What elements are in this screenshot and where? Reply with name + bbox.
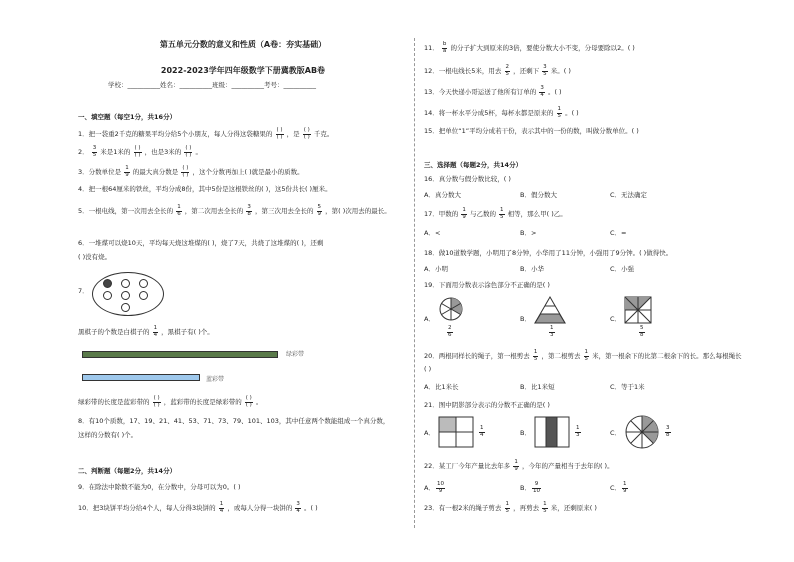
question-4: 4．把一根64厘米的铁丝，平均分成8份，其中5份是这根铁丝的( )，这5份共长( )厘米。 [78,185,332,193]
student-info-line: 学校：__________姓名：__________班级：__________考号：__________ [108,81,316,89]
question-22: 22．某工厂今年产量比去年多 $\frac{1}{9}$ ，今年的产量相当于去年的( )。 [424,459,614,472]
option-b[interactable]: B． $\frac{9}{10}$ [520,481,540,494]
question-17: 17．甲数的 $\frac{1}{9}$ 与乙数的 $\frac{1}{5}$ 相等，那么甲( )乙。 [424,207,567,220]
question-3: 3．分数单位是 $\frac{1}{9}$ 的最大真分数是 $\frac{( )}{( )}$ ，这个分数再加上( )就是最小的质数。 [78,165,304,178]
circle-eighths-figure [624,414,660,450]
question-20-cont: ( ) [424,365,432,373]
question-13: 13．今天快递小哥运送了他所有订单的 $\frac{3}{4}$ 。( ) [424,85,562,98]
white-piece [103,291,112,300]
section-true-false: 二、判断题（每题2分，共14分） [78,467,177,475]
question-8-cont: 这样的分数有( )个。 [78,431,138,439]
question-1: 1．把一袋重2千克的糖果平均分给5个小朋友，每人分得这袋糖果的 $\frac{( )}{( )}$ ，是 $\frac{( )}{( )}$ 千克。 [78,127,334,140]
question-18: 18．做10道数学题，小明用了8分钟，小华用了11分钟，小强用了9分钟。( )做得快。 [424,249,673,257]
option-c[interactable]: C．= [610,229,627,237]
option-c[interactable]: C．小强 [610,265,635,273]
question-7-a: 黑棋子的个数是白棋子的 $\frac{1}{4}$ ，黑棋子有( )个。 [78,325,214,338]
question-11: 11． $\frac{b}{a}$ 的分子扩大到原来的3倍，要使分数大小不变，分母要除以2。( ) [424,41,635,54]
question-8: 8．有10个质数，17、19、21、41、53、71、73、79、101、103，其中任意两个数能组成一个真分数， [78,417,390,425]
option-a[interactable]: A． $\frac{10}{9}$ [424,481,444,494]
answer-blank[interactable]: $\frac{( )}{( )}$ [276,127,283,140]
option-b[interactable]: B． [520,315,531,323]
rect-thirds-figure [534,416,570,448]
option-c[interactable]: C．无法确定 [610,191,648,199]
white-piece [121,291,130,300]
answer-blank[interactable]: $\frac{( )}{( )}$ [153,395,160,408]
option-c[interactable]: C． $\frac{1}{9}$ [610,481,627,494]
answer-blank[interactable]: $\frac{( )}{( )}$ [182,165,189,178]
question-9: 9．在除法中除数不能为0，在分数中，分母可以为0。( ) [78,483,241,491]
section-multiple-choice: 三、选择题（每题2分，共14分） [424,161,523,169]
question-23: 23．有一根2米的绳子剪去 $\frac{1}{5}$ ，再剪去 $\frac{1}{5}$ 米，还剩原来( ) [424,501,597,514]
blue-ribbon-bar [82,374,200,381]
option-c[interactable]: C． [610,315,622,323]
right-column: 11． $\frac{b}{a}$ 的分子扩大到原来的3倍，要使分数大小不变，分母要除以2。( ) 12．一根电线长5米，用去 $\frac{2}{5}$ ，还剩下 $\frac{3}{5}$ 米。( ) 13．今天快递小哥运送了他所有订单的 $\frac{3}{4}$ 。( ) 14．将一杯水平分成5杯，每杯水都是原来的 $\frac{1}{5}$ 。( ) 15．把单位“1”平均分成若干份，表示其中的一份的数，叫做分数单位。( ) 三、选择题（每题2分，共14分） 16．真分数与假分数比较，( ) A．真分数大 B．假分数大 C．无法确定 17．甲数的 $\frac{1}{9}$ 与乙数的 $\frac{1}{5}$ 相等，那么甲( )乙。 A．< B．> C．= 18．做10道数学题，小明用了8分钟，小华用了11分钟，小强用了9分钟。( )做得快。 A．小明 B．小华 C．小强 19．下面用分数表示涂色部分不正确的是( ) A． $\frac{2}{6}$ B． $\frac{1}{3}$ C． $\frac{5}{8}$ 20．两根同样长的绳子，第一根剪去 $\frac{1}{5}$ ，第二根剪去 $\frac{1}{5}$ 米，第一根余下的比第二根余下的长。那么每根绳长 ( ) A．比1米长 B．比1米短 C．等于1米 21．图中阴影部分表示的分数不正确的是( ) A． $\frac{1}{4}$ B． $\frac{1}{3}$ C． $\frac{3}{8}$ 22．某工厂今年产量比去年多 $\frac{1}{9}$ ，今年的产量相当于去年的( )。 A． $\frac{10}{9}$ B． $\frac{9}{10}$ C． $\frac{1}{9}$ 23．有一根2米的绳子剪去 $\frac{1}{5}$ ，再剪去 $\frac{1}{5}$ 米，还剩原来( ) [424,41,742,514]
option-a[interactable]: A．小明 [424,265,448,273]
option-b[interactable]: B．假分数大 [520,191,557,199]
question-16: 16．真分数与假分数比较，( ) [424,175,511,183]
square-eighths-figure [624,296,652,324]
white-piece [139,279,148,288]
white-piece [121,279,130,288]
option-b[interactable]: B． [520,429,531,437]
option-b[interactable]: B．小华 [520,265,544,273]
option-a[interactable]: A．比1米长 [424,383,459,391]
answer-blank[interactable]: $\frac{( )}{( )}$ [303,127,310,140]
question-19: 19．下面用分数表示涂色部分不正确的是( ) [424,281,550,289]
question-20: 20．两根同样长的绳子，第一根剪去 $\frac{1}{5}$ ，第二根剪去 $\frac{1}{5}$ 米，第一根余下的比第二根余下的长。那么每根绳长 [424,349,742,362]
question-7: 7． [78,287,89,295]
option-a[interactable]: A．< [424,229,441,237]
blue-ribbon-label: 蓝彩带 [206,376,225,383]
option-a[interactable]: A． [424,429,435,437]
white-piece [139,291,148,300]
question-12: 12．一根电线长5米，用去 $\frac{2}{5}$ ，还剩下 $\frac{3}{5}$ 米。( ) [424,64,571,77]
section-fill-in: 一、填空题（每空1分，共16分） [78,113,177,121]
circle-sixths-figure [438,296,464,322]
question-7-b: 绿彩带的长度是蓝彩带的 $\frac{( )}{( )}$ ，蓝彩带的长度是绿彩带的 $\frac{( )}{( )}$ 。 [78,395,263,408]
answer-blank[interactable]: $\frac{( )}{( )}$ [185,145,192,158]
question-5: 5．一根电线，第一次用去全长的 $\frac{1}{6}$ ，第二次用去全长的 $\frac{3}{8}$ ，第三次用去全长的 $\frac{5}{9}$ ，第( )次用去的最长。 [78,204,391,217]
rect-quarter-figure [438,416,474,448]
question-2: 2． $\frac{3}{5}$ 米是1米的 $\frac{( )}{( )}$ ，也是3米的 $\frac{( )}{( )}$ 。 [78,145,202,158]
question-10: 10．把3块饼平均分给4个人，每人分得3块饼的 $\frac{1}{4}$ ，或每人分得一块饼的 $\frac{3}{4}$ 。( ) [78,501,318,514]
option-a[interactable]: A．真分数大 [424,191,461,199]
option-b[interactable]: B．比1米短 [520,383,555,391]
option-c[interactable]: C． [610,429,622,437]
green-ribbon-label: 绿彩带 [286,351,305,358]
page-subtitle: 2022-2023学年四年级数学下册冀教版AB卷 [160,66,326,75]
left-column [78,0,408,562]
question-14: 14．将一杯水平分成5杯，每杯水都是原来的 $\frac{1}{5}$ 。( ) [424,106,579,119]
answer-blank[interactable]: $\frac{( )}{( )}$ [134,145,141,158]
question-6: 6．一堆煤可以烧10天，平均每天烧这堆煤的( )，烧了7天，共烧了这堆煤的( )，还剩 [78,239,324,247]
answer-blank[interactable]: $\frac{( )}{( )}$ [245,395,252,408]
green-ribbon-bar [82,351,278,358]
option-b[interactable]: B．> [520,229,537,237]
question-21: 21．图中阴影部分表示的分数不正确的是( ) [424,401,550,409]
question-6-cont: ( )没有烧。 [78,253,112,261]
question-15: 15．把单位“1”平均分成若干份，表示其中的一份的数，叫做分数单位。( ) [424,127,639,135]
triangle-thirds-figure [534,296,566,324]
page-title: 第五单元分数的意义和性质（A卷：夯实基础） [159,40,327,49]
option-c[interactable]: C．等于1米 [610,383,645,391]
column-divider [414,38,415,528]
white-piece [121,303,130,312]
black-piece [103,279,112,288]
option-a[interactable]: A． [424,315,435,323]
